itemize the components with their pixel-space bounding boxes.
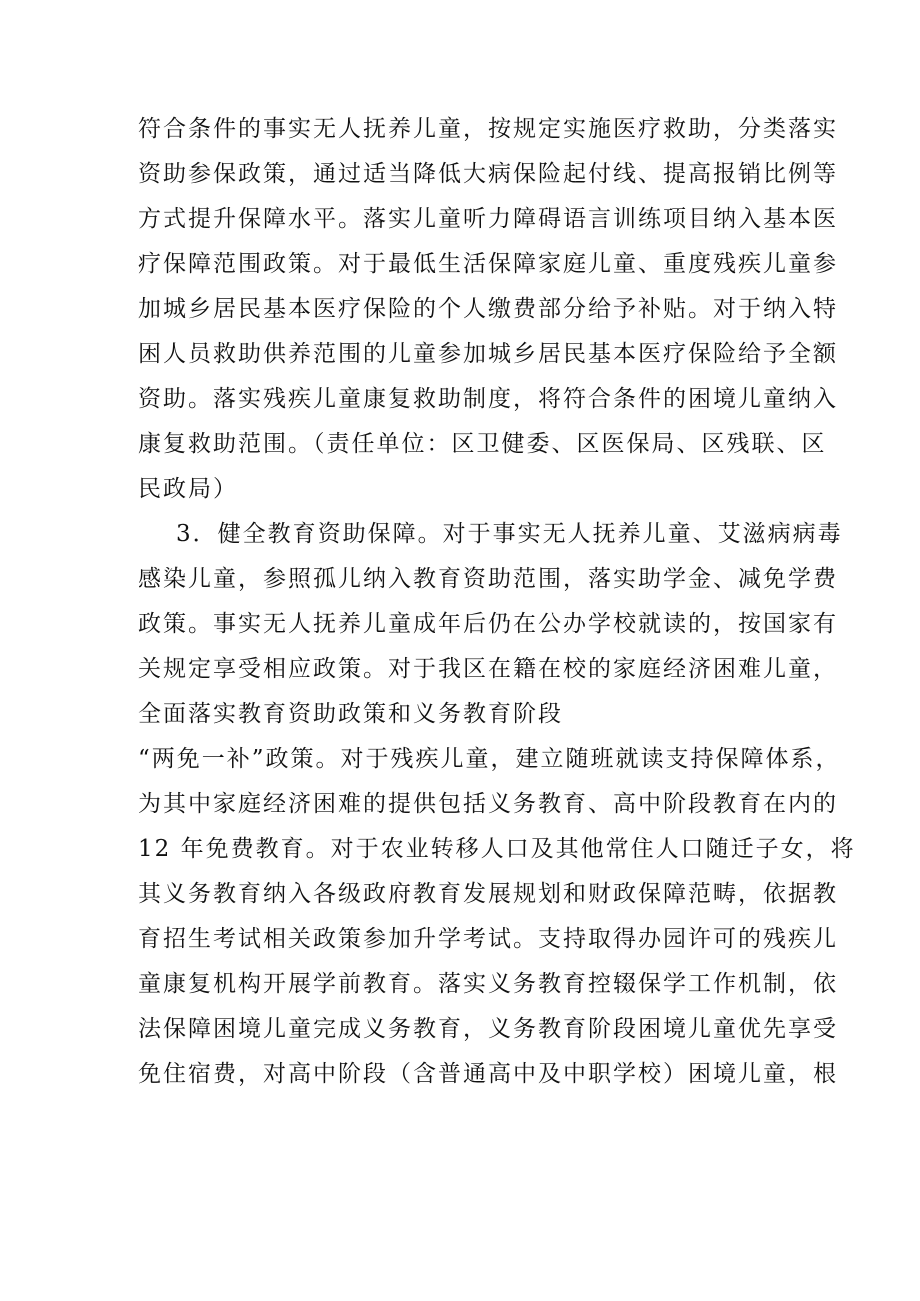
text-line: 为其中家庭经济困难的提供包括义务教育、高中阶段教育在内的 xyxy=(138,791,838,817)
text-line: 资助参保政策，通过适当降低大病保险起付线、提高报销比例等 xyxy=(138,161,838,187)
text-line: 方式提升保障水平。落实儿童听力障碍语言训练项目纳入基本医 xyxy=(138,206,838,232)
text-line: 资助。落实残疾儿童康复救助制度，将符合条件的困境儿童纳入 xyxy=(138,386,838,412)
text-line: 加城乡居民基本医疗保险的个人缴费部分给予补贴。对于纳入特 xyxy=(138,296,838,322)
text-line: 12 年免费教育。对于农业转移人口及其他常住人口随迁子女，将 xyxy=(138,836,856,862)
section-heading-line: 3．健全教育资助保障。对于事实无人抚养儿童、艾滋病病毒 xyxy=(176,521,843,547)
text-line: 免住宿费，对高中阶段（含普通高中及中职学校）困境儿童，根 xyxy=(138,1061,838,1087)
text-line: 康复救助范围。（责任单位：区卫健委、区医保局、区残联、区 xyxy=(138,431,827,457)
text-line: 感染儿童，参照孤儿纳入教育资助范围，落实助学金、减免学费 xyxy=(138,566,838,592)
text-line: 符合条件的事实无人抚养儿童，按规定实施医疗救助，分类落实 xyxy=(138,116,838,142)
text-line: 疗保障范围政策。对于最低生活保障家庭儿童、重度残疾儿童参 xyxy=(138,251,838,277)
text-line: “两免一补”政策。对于残疾儿童，建立随班就读支持保障体系， xyxy=(138,746,841,772)
text-line: 民政局） xyxy=(138,476,238,502)
text-line: 育招生考试相关政策参加升学考试。支持取得办园许可的残疾儿 xyxy=(138,926,838,952)
text-line: 法保障困境儿童完成义务教育，义务教育阶段困境儿童优先享受 xyxy=(138,1016,838,1042)
text-line: 困人员救助供养范围的儿童参加城乡居民基本医疗保险给予全额 xyxy=(138,341,838,367)
text-line: 政策。事实无人抚养儿童成年后仍在公办学校就读的，按国家有 xyxy=(138,611,838,637)
text-line: 全面落实教育资助政策和义务教育阶段 xyxy=(138,701,563,727)
text-line: 其义务教育纳入各级政府教育发展规划和财政保障范畴，依据教 xyxy=(138,881,838,907)
text-line: 关规定享受相应政策。对于我区在籍在校的家庭经济困难儿童， xyxy=(138,656,838,682)
text-line: 童康复机构开展学前教育。落实义务教育控辍保学工作机制，依 xyxy=(138,971,838,997)
